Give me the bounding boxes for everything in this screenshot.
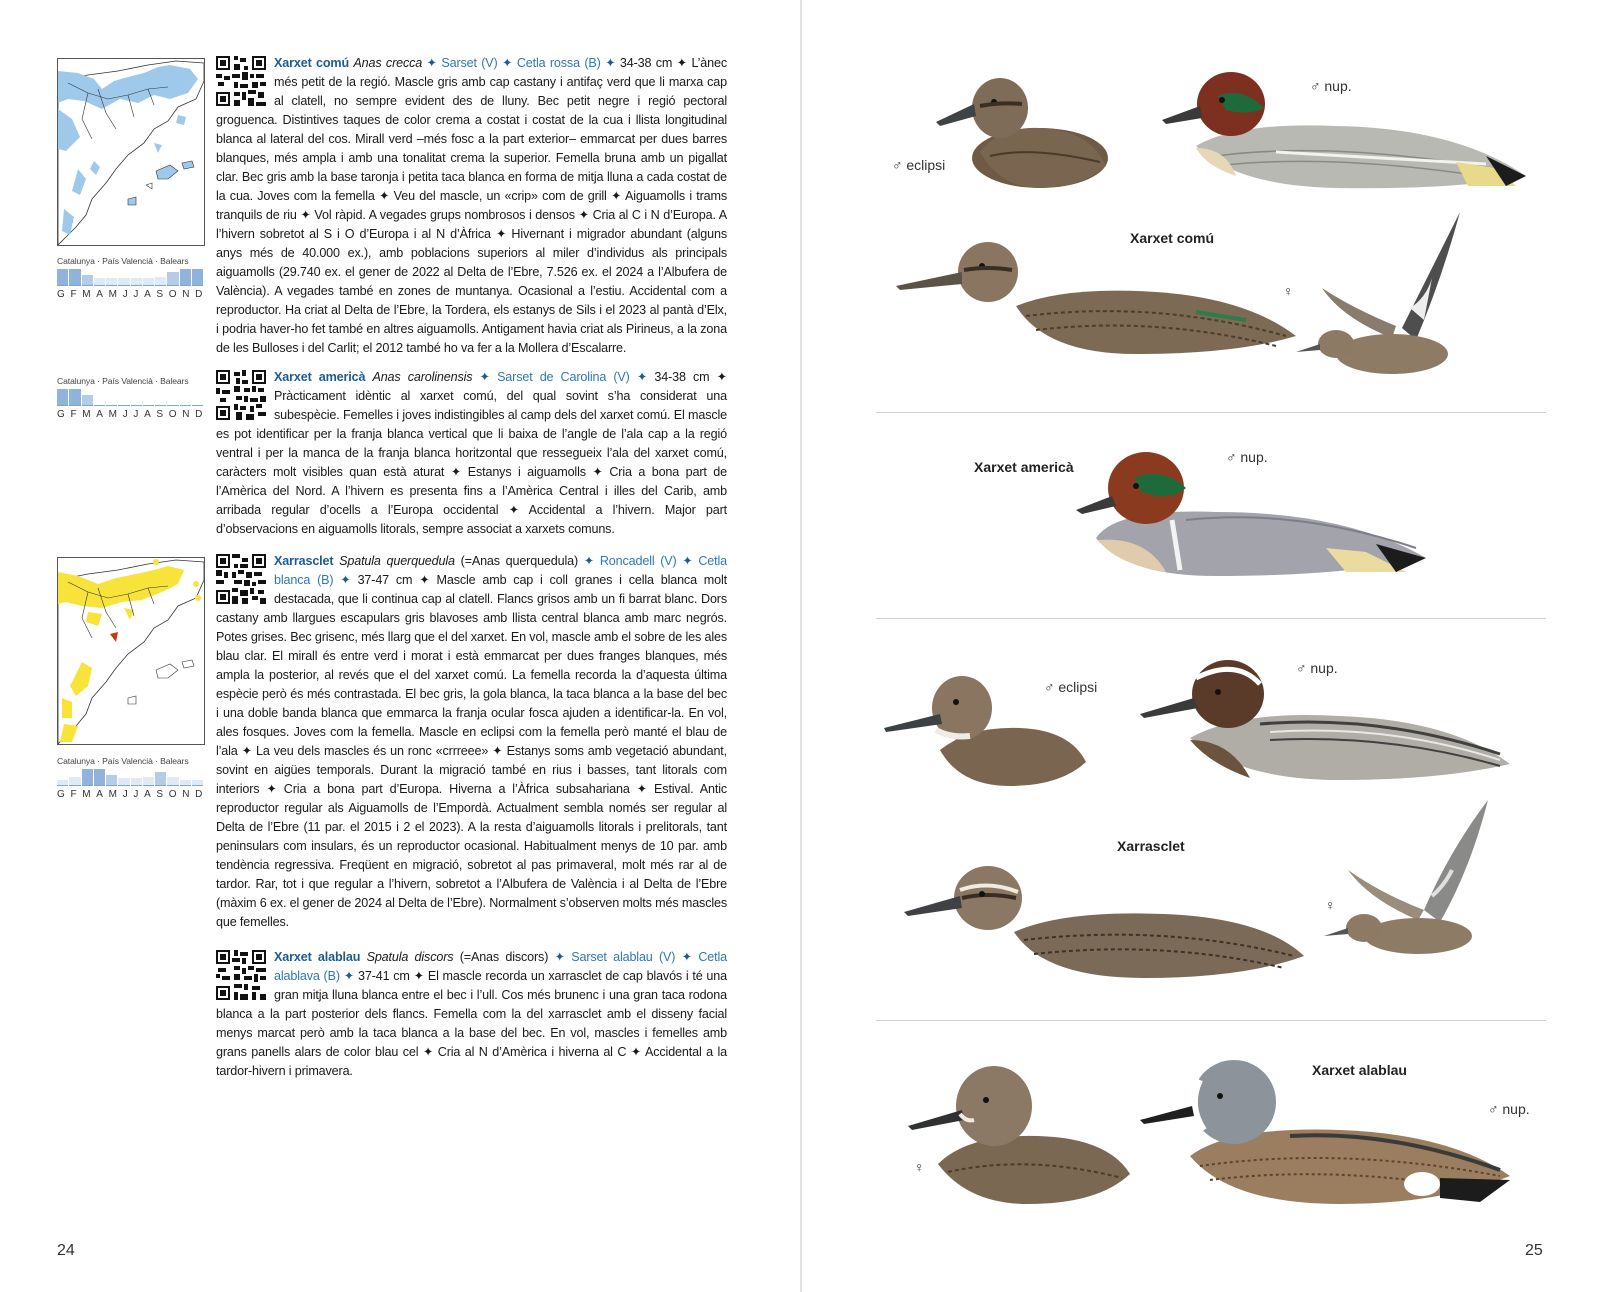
label-discors-female: ♀ (914, 1159, 925, 1175)
phenology-bars (57, 388, 203, 406)
month-label: M (82, 289, 92, 300)
species-entry-querquedula (216, 552, 727, 932)
species-description: 37-47 cm ✦ Mascle amb cap i coll granes i cella blanca molt destacada, que li continua cap al clatell. Flancs grisos amb un fi barrat blanc. Dors castany amb llargues escapulars gris blavoses amb llista central blanca amb marc negrós. Potes grises. Bec grisenc, més llarg que el del xarxet. En vol, mascle amb el sobre de les ales blau clar. El mirall és entre verd i morat i està emmarcat per dues franges blanques, més ampla la posterior, al revés que el del xarxet comú. La femella recorda la d’aquesta última espècie però és més contrastada. El bec gris, la gola blanca, la taca blanca a la base del bec i una doble banda blanca que emmarca la franja ocular fosca ajuden a identificar-la. En vol, ales fosques. Joves com la femella. Mascle en eclipsi com la femella però manté el blau de l’ala ✦ La veu dels mascles és un ronc «crrreee» ✦ Estanys soms amb vegetació abundant, sovint en aigües temporals. Durant la migració també en rius i basses, tant litorals com interiors ✦ Cria a bona part d’Europa. Hiverna a l’Àfrica subsahariana ✦ Estival. Antic reproductor regular als Aiguamolls de l’Empordà. Actualment sembla només ser regular al Delta de l’Ebre (11 par. el 2015 i 2 el 2023). A la resta d’aiguamolls litorals i prelitorals, tant peninsulars com insulars, és un reproductor ocasional. Habitualment menys de 10 par. amb tendència regressiva. Freqüent en migració, sobretot al pas primaveral, molt més rar al de tardor. Rar, tot i que regular a l’hivern, sobretot a l’Albufera de València i al Delta de l’Ebre (màxim 6 ex. el gener de 2024 al Delta de l’Ebre). Normalment s’observen molts més mascles que femelles. (216, 573, 727, 929)
phenology-bar (82, 275, 93, 286)
plate-title-carolinensis: Xarxet americà (974, 459, 1074, 475)
species-name: Xarxet comú (274, 56, 350, 70)
month-label: A (144, 789, 152, 800)
month-label: S (156, 289, 164, 300)
month-label: S (156, 409, 164, 420)
qr-code-icon[interactable] (216, 370, 266, 420)
balearic-name: Cetla blanca (B) (274, 554, 727, 587)
page-number-right: 25 (1525, 1242, 1543, 1259)
phenology-bar (131, 778, 142, 786)
valencian-name: Roncadell (V) (599, 554, 677, 568)
phenology-bar (106, 775, 117, 786)
label-crecca-male-breeding: ♂ nup. (1310, 78, 1352, 94)
phenology-bar (180, 780, 191, 786)
month-label: N (182, 289, 190, 300)
separator-star: ✦ (333, 573, 358, 587)
species-entry-crecca (216, 54, 727, 358)
phenology-bar (192, 780, 203, 786)
species-name: Xarrasclet (274, 554, 334, 568)
species-description: 34-38 cm ✦ L’ànec més petit de la regió. Mascle gris amb cap castany i antifaç verd que li marxa cap al clatell, no sempre evident des de lluny. Bec petit negre i regió pectoral groguenca. Distintives taques de color crema a costat i costat de la cua i llista longitudinal blanca al lateral del cos. Mirall verd –més fosc a la part exterior– emmarcat per dues barres blanques, més ampla i amb una tonalitat crema la superior. Femella bruna amb un pigallat clar. Bec gris amb la base taronja i petita taca blanca en forma de mitja lluna a cada costat de la cua. Joves com la femella ✦ Veu del mascle, un «crip» com de grill ✦ Aiguamolls i trams tranquils de riu ✦ Vol ràpid. A vegades grups nombrosos i densos ✦ Cria al C i N d’Europa. A l’hivern sobretot al S i O d’Europa i al N d’Àfrica ✦ Hivernant i migrador abundant (alguns anys més de 40.000 ex.), amb poblacions superiors al miler d’individus als principals aiguamolls (29.740 ex. el gener de 2022 al Delta de l’Ebre, 7.526 ex. el 2024 a l’Albufera de València). A vegades també en zones de muntanya. Ocasional a l’estiu. Accidental com a reproductor. Ha criat al Delta de l’Ebre, la Tordera, els estanys de Sils i el 2023 al pantà d’Elx, i podria haver-ho fet també en altres aiguamolls. Antigament havia criat als Pirineus, a la zona de les Bulloses i del Carlit; el 2012 també ho va fer a la Mollera d’Escalarre. (216, 56, 727, 355)
phenology-bar (180, 269, 191, 286)
separator-star: ✦ (497, 56, 517, 70)
separator-star: ✦ (578, 554, 600, 568)
page-number-left: 24 (57, 1242, 75, 1259)
qr-code-icon[interactable] (216, 950, 266, 1000)
duck-illustration-crecca-flying (1292, 208, 1468, 392)
phenology-bars (57, 768, 203, 786)
month-label: J (122, 789, 129, 800)
month-label: J (122, 409, 129, 420)
month-label: G (57, 789, 66, 800)
phenology-bar (94, 278, 105, 286)
phenology-bar (192, 405, 203, 406)
phenology-bar (69, 777, 80, 786)
phenology-bar (155, 405, 166, 406)
valencian-name: Sarset (V) (441, 56, 498, 70)
phenology-bar (82, 395, 93, 406)
phenology-bar (167, 272, 178, 286)
month-label: O (168, 289, 178, 300)
phenology-chart-querquedula (57, 756, 203, 800)
month-label: J (122, 289, 129, 300)
phenology-bar (180, 405, 191, 406)
month-label: A (96, 409, 104, 420)
phenology-regions-label: Catalunya · País Valencià · Balears (57, 756, 189, 766)
valencian-name: Sarset alablau (V) (571, 950, 676, 964)
phenology-bar (118, 778, 129, 786)
duck-illustration-crecca-female (896, 236, 1300, 356)
month-label: N (182, 409, 190, 420)
phenology-regions-label: Catalunya · País Valencià · Balears (57, 256, 189, 266)
phenology-bar (82, 769, 93, 786)
month-label: A (96, 789, 104, 800)
month-label: G (57, 409, 66, 420)
separator-star: ✦ (600, 56, 620, 70)
species-description: 37-41 cm ✦ El mascle recorda un xarrasclet de cap blavós i té una gran mitja lluna blanca entre el bec i l’ull. Cos més brunenc i una gran taca rodona blanca a la part posterior dels flancs. Femella com la del xarrasclet amb el disseny facial menys marcat però amb la taca blanca a la base del bec. En vol, mascles i femelles amb grans panells alars de color blau cel ✦ Cria al N d’Amèrica i hiverna al C ✦ Accidental a la tardor-hivern i primavera. (216, 969, 727, 1078)
phenology-bar (118, 405, 129, 406)
species-description: 34-38 cm ✦ Pràcticament idèntic al xarxet comú, del qual sovint s’ha considerat una subespècie. Femelles i joves indistingibles al camp dels del xarxet comú. El mascle es pot identificar per la franja blanca vertical que li baixa de l’angle de l’ala cap a la regió ventral i per la manca de la franja blanca horitzontal que ressegueix l’ala del xarxet comú, caràcters molt visibles quan està aturat ✦ Estanys i aiguamolls ✦ Cria a bona part de l’Amèrica del Nord. A l’hivern es presenta fins a l’Amèrica Central i illes del Carib, amb arribada regular d’ocells a l’Europa occidental ✦ Accidental a l’hivern. Major part d’observacions en aiguamolls litorals, sempre associat a xarxets comuns. (216, 370, 727, 536)
month-label: M (108, 789, 118, 800)
phenology-chart-crecca (57, 256, 203, 300)
duck-illustration-discors-male (1140, 1046, 1516, 1208)
scientific-name: Spatula querquedula (339, 554, 455, 568)
month-label: J (133, 289, 139, 300)
month-label: A (144, 289, 152, 300)
species-name: Xarxet americà (274, 370, 366, 384)
separator-star: ✦ (548, 950, 572, 964)
month-label: D (195, 409, 203, 420)
distribution-map-crecca (57, 58, 205, 246)
duck-illustration-discors-female (908, 1054, 1134, 1206)
phenology-bar (57, 780, 68, 786)
species-name: Xarxet alablau (274, 950, 361, 964)
phenology-bar (69, 389, 80, 406)
plate-divider (876, 412, 1546, 413)
separator-star: ✦ (629, 370, 655, 384)
label-querquedula-female: ♀ (1325, 897, 1336, 913)
month-label: F (70, 409, 78, 420)
phenology-bar (143, 278, 154, 286)
phenology-bars (57, 268, 203, 286)
separator-star: ✦ (422, 56, 442, 70)
phenology-bar (57, 269, 68, 286)
phenology-bar (106, 405, 117, 406)
scientific-name: Anas carolinensis (372, 370, 473, 384)
month-label: D (195, 789, 203, 800)
phenology-chart-carolinensis (57, 376, 203, 420)
duck-illustration-crecca-male-eclipse (930, 66, 1110, 192)
month-label: S (156, 789, 164, 800)
separator-star: ✦ (676, 554, 699, 568)
separator-star: ✦ (472, 370, 498, 384)
phenology-bar (131, 278, 142, 286)
month-label: M (108, 409, 118, 420)
phenology-months (57, 789, 203, 800)
scientific-name: Anas crecca (353, 56, 423, 70)
phenology-bar (94, 405, 105, 406)
month-label: M (82, 789, 92, 800)
month-label: N (182, 789, 190, 800)
species-entry-carolinensis (216, 368, 727, 539)
plate-divider (876, 618, 1546, 619)
phenology-bar (69, 269, 80, 286)
label-querquedula-male-eclipse: ♂ eclipsi (1044, 679, 1098, 695)
month-label: A (144, 409, 152, 420)
plate-title-discors: Xarxet alablau (1312, 1062, 1407, 1078)
month-label: F (70, 289, 78, 300)
month-label: M (82, 409, 92, 420)
phenology-bar (155, 277, 166, 286)
month-label: J (133, 409, 139, 420)
phenology-months (57, 289, 203, 300)
distribution-map-querquedula (57, 557, 205, 745)
label-carolinensis-male-breeding: ♂ nup. (1226, 449, 1268, 465)
qr-code-icon[interactable] (216, 56, 266, 106)
species-entry-discors (216, 948, 727, 1081)
qr-code-icon[interactable] (216, 554, 266, 604)
month-label: J (133, 789, 139, 800)
month-label: G (57, 289, 66, 300)
plate-title-crecca: Xarxet comú (1130, 230, 1215, 246)
phenology-bar (155, 772, 166, 786)
synonym: (=Anas discors) (453, 950, 549, 964)
label-querquedula-male-breeding: ♂ nup. (1296, 660, 1338, 676)
duck-illustration-carolinensis-male (1076, 448, 1436, 578)
balearic-name: Cetla alablava (B) (274, 950, 727, 983)
scientific-name: Spatula discors (366, 950, 454, 964)
phenology-bar (167, 777, 178, 786)
month-label: F (70, 789, 78, 800)
phenology-bar (167, 405, 178, 406)
month-label: O (168, 789, 178, 800)
phenology-months (57, 409, 203, 420)
plate-title-querquedula: Xarrasclet (1117, 838, 1185, 854)
phenology-bar (143, 405, 154, 406)
label-crecca-female: ♀ (1283, 283, 1294, 299)
phenology-bar (192, 269, 203, 286)
phenology-bar (118, 278, 129, 286)
duck-illustration-querquedula-flying (1320, 800, 1496, 970)
synonym: (=Anas querquedula) (454, 554, 579, 568)
label-crecca-male-eclipse: ♂ eclipsi (892, 157, 946, 173)
balearic-name: Cetla rossa (B) (516, 56, 601, 70)
month-label: A (96, 289, 104, 300)
label-discors-male-breeding: ♂ nup. (1488, 1101, 1530, 1117)
valencian-name: Sarset de Carolina (V) (497, 370, 630, 384)
phenology-bar (131, 405, 142, 406)
phenology-bar (106, 278, 117, 286)
month-label: D (195, 289, 203, 300)
month-label: M (108, 289, 118, 300)
phenology-bar (57, 389, 68, 406)
book-gutter (800, 0, 802, 1292)
phenology-bar (143, 777, 154, 786)
phenology-regions-label: Catalunya · País Valencià · Balears (57, 376, 189, 386)
plate-divider (876, 1020, 1546, 1021)
duck-illustration-querquedula-female (904, 856, 1308, 980)
month-label: O (168, 409, 178, 420)
separator-star: ✦ (339, 969, 358, 983)
separator-star: ✦ (675, 950, 699, 964)
phenology-bar (94, 769, 105, 786)
